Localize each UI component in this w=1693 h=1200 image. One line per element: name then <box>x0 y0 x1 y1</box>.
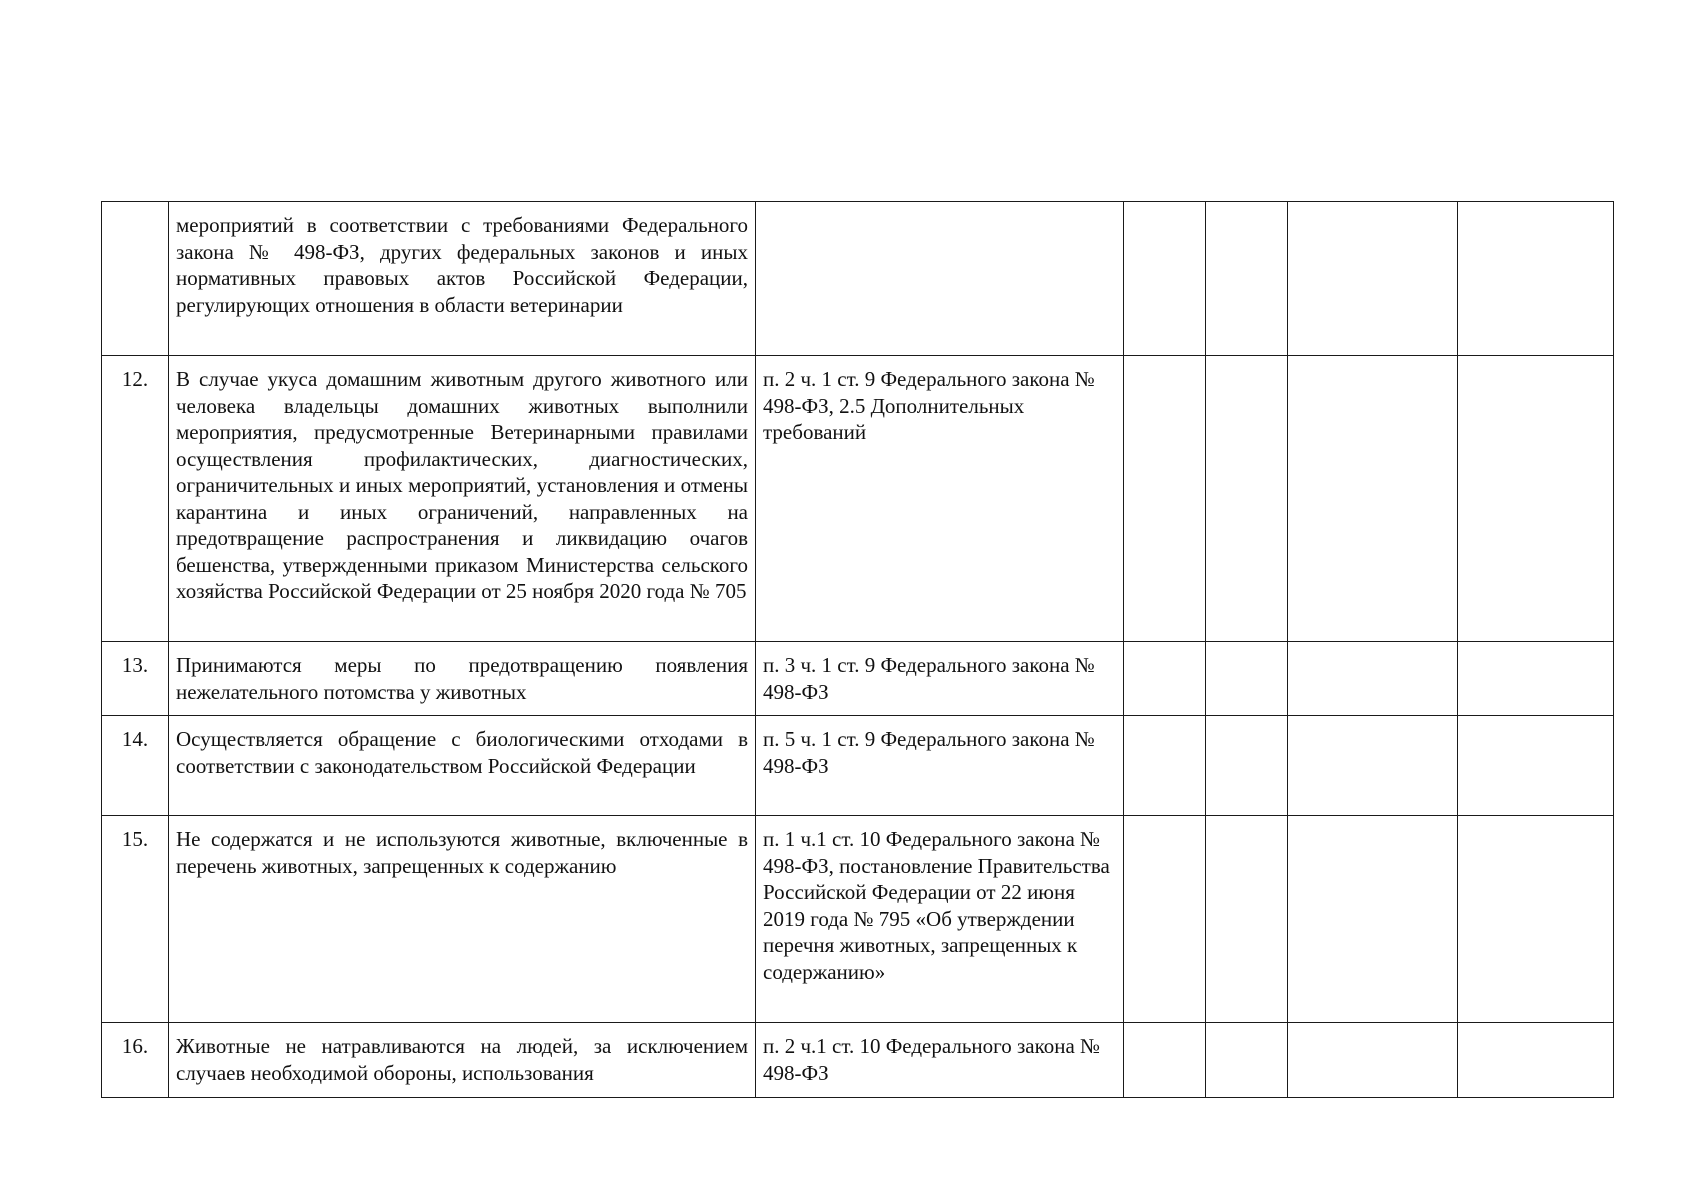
answer-cell-not-applicable[interactable] <box>1288 642 1458 716</box>
legal-reference: п. 5 ч. 1 ст. 9 Федерального закона № 498-ФЗ <box>756 716 1124 816</box>
answer-cell-yes[interactable] <box>1124 1023 1206 1098</box>
requirement-text: Принимаются меры по предотвращению появления нежелательного потомства у животных <box>169 642 756 716</box>
requirement-text: мероприятий в соответствии с требованиями Федерального закона № 498-ФЗ, других федеральных законов и иных нормативных правовых актов Российской Федерации, регулирующих отношения в области ветеринарии <box>169 202 756 356</box>
checklist-table <box>101 201 1614 1098</box>
requirement-text: Осуществляется обращение с биологическими отходами в соответствии с законодательством Российской Федерации <box>169 716 756 816</box>
answer-cell-no[interactable] <box>1206 1023 1288 1098</box>
answer-cell-not-applicable[interactable] <box>1288 716 1458 816</box>
row-number: 13. <box>102 642 169 716</box>
row-number: 12. <box>102 356 169 642</box>
notes-cell[interactable] <box>1458 202 1614 356</box>
answer-cell-no[interactable] <box>1206 642 1288 716</box>
notes-cell[interactable] <box>1458 356 1614 642</box>
table-row <box>102 202 1614 356</box>
table-row <box>102 716 1614 816</box>
table-row <box>102 816 1614 1023</box>
table-row <box>102 356 1614 642</box>
notes-cell[interactable] <box>1458 1023 1614 1098</box>
legal-reference: п. 3 ч. 1 ст. 9 Федерального закона № 498-ФЗ <box>756 642 1124 716</box>
answer-cell-no[interactable] <box>1206 202 1288 356</box>
answer-cell-not-applicable[interactable] <box>1288 202 1458 356</box>
table-row <box>102 1023 1614 1098</box>
requirement-text: Не содержатся и не используются животные, включенные в перечень животных, запрещенных к содержанию <box>169 816 756 1023</box>
row-number <box>102 202 169 356</box>
row-number: 15. <box>102 816 169 1023</box>
row-number: 14. <box>102 716 169 816</box>
legal-reference: п. 1 ч.1 ст. 10 Федерального закона № 498-ФЗ, постановление Правительства Российской Федерации от 22 июня 2019 года № 795 «Об утверждении перечня животных, запрещенных к содержанию» <box>756 816 1124 1023</box>
legal-reference: п. 2 ч.1 ст. 10 Федерального закона № 498-ФЗ <box>756 1023 1124 1098</box>
legal-reference <box>756 202 1124 356</box>
notes-cell[interactable] <box>1458 816 1614 1023</box>
answer-cell-yes[interactable] <box>1124 816 1206 1023</box>
answer-cell-yes[interactable] <box>1124 356 1206 642</box>
answer-cell-yes[interactable] <box>1124 642 1206 716</box>
notes-cell[interactable] <box>1458 642 1614 716</box>
answer-cell-yes[interactable] <box>1124 202 1206 356</box>
answer-cell-yes[interactable] <box>1124 716 1206 816</box>
row-number: 16. <box>102 1023 169 1098</box>
answer-cell-no[interactable] <box>1206 816 1288 1023</box>
requirement-text: Животные не натравливаются на людей, за исключением случаев необходимой обороны, использования <box>169 1023 756 1098</box>
answer-cell-not-applicable[interactable] <box>1288 816 1458 1023</box>
answer-cell-not-applicable[interactable] <box>1288 356 1458 642</box>
answer-cell-no[interactable] <box>1206 356 1288 642</box>
answer-cell-no[interactable] <box>1206 716 1288 816</box>
requirement-text: В случае укуса домашним животным другого животного или человека владельцы домашних животных выполнили мероприятия, предусмотренные Ветеринарными правилами осуществления профилактических, диагностических, ограничительных и иных мероприятий, установления и отмены карантина и иных ограничений, направленных на предотвращение распространения и ликвидацию очагов бешенства, утвержденными приказом Министерства сельского хозяйства Российской Федерации от 25 ноября 2020 года № 705 <box>169 356 756 642</box>
table-row <box>102 642 1614 716</box>
legal-reference: п. 2 ч. 1 ст. 9 Федерального закона № 498-ФЗ, 2.5 Дополнительных требований <box>756 356 1124 642</box>
answer-cell-not-applicable[interactable] <box>1288 1023 1458 1098</box>
notes-cell[interactable] <box>1458 716 1614 816</box>
